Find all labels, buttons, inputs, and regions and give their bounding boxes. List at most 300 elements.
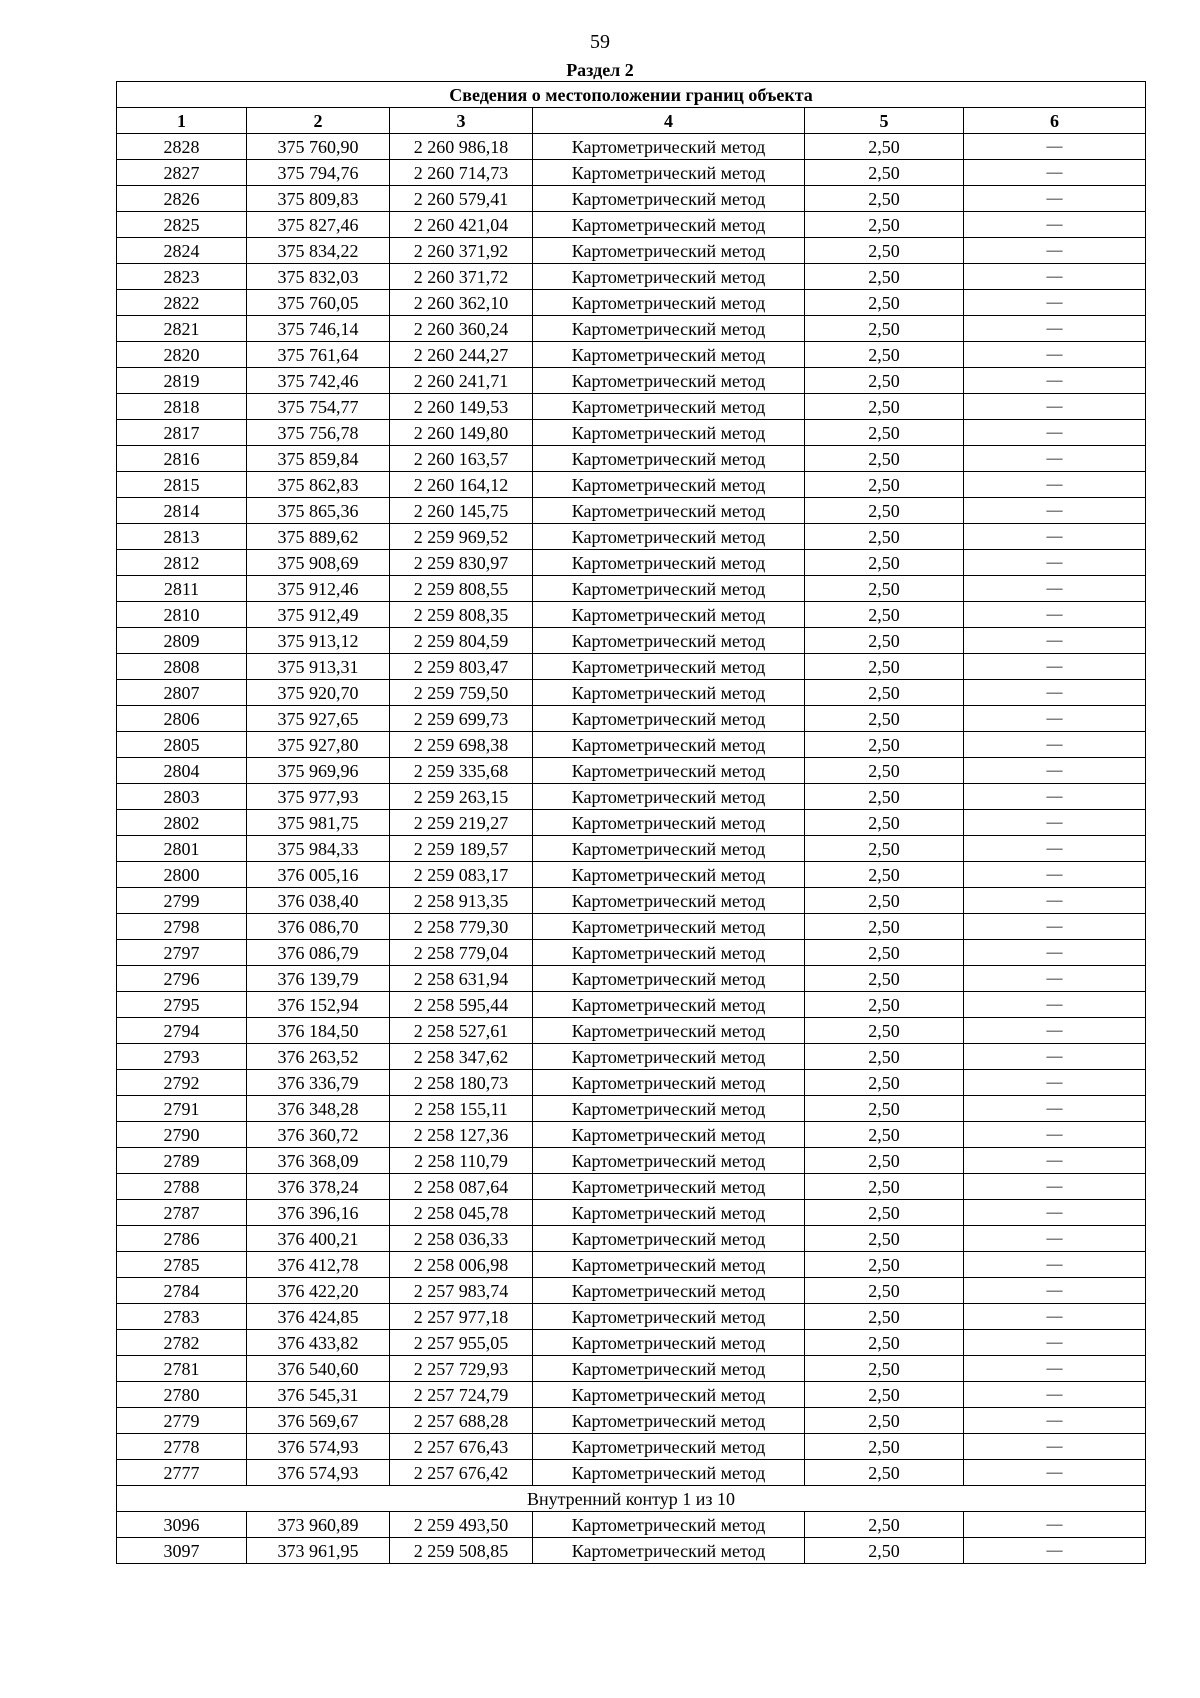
table-cell-col-4: Картометрический метод: [533, 1434, 805, 1460]
table-cell-col-1: 2815: [117, 472, 247, 498]
table-cell-col-2: 373 960,89: [247, 1512, 390, 1538]
table-row: [117, 316, 1146, 342]
table-cell-col-2: 375 756,78: [247, 420, 390, 446]
table-row: [117, 1252, 1146, 1278]
table-cell-col-1: 2821: [117, 316, 247, 342]
table-cell-col-4: Картометрический метод: [533, 914, 805, 940]
table-cell-col-6: —: [964, 316, 1146, 342]
table-cell-col-1: 2794: [117, 1018, 247, 1044]
table-cell-col-5: 2,50: [805, 264, 964, 290]
table-cell-col-5: 2,50: [805, 1044, 964, 1070]
table-cell-col-2: 376 152,94: [247, 992, 390, 1018]
table-row: [117, 940, 1146, 966]
table-cell-col-2: 375 834,22: [247, 238, 390, 264]
table-cell-col-2: 375 913,12: [247, 628, 390, 654]
table-cell-col-3: 2 258 779,04: [390, 940, 533, 966]
table-cell-col-3: 2 258 913,35: [390, 888, 533, 914]
table-row: [117, 212, 1146, 238]
table-cell-col-3: 2 260 714,73: [390, 160, 533, 186]
table-cell-col-6: —: [964, 992, 1146, 1018]
table-row: [117, 1460, 1146, 1486]
table-cell-col-3: 2 257 676,42: [390, 1460, 533, 1486]
table-cell-col-3: 2 260 579,41: [390, 186, 533, 212]
table-cell-col-6: —: [964, 602, 1146, 628]
table-cell-col-1: 2813: [117, 524, 247, 550]
table-cell-col-2: 376 574,93: [247, 1434, 390, 1460]
table-cell-col-4: Картометрический метод: [533, 1278, 805, 1304]
table-cell-col-1: 2827: [117, 160, 247, 186]
table-cell-col-2: 375 913,31: [247, 654, 390, 680]
table-cell-col-5: 2,50: [805, 446, 964, 472]
inner-contour-heading-row: [117, 1486, 1146, 1512]
table-row: [117, 1018, 1146, 1044]
table-cell-col-6: —: [964, 1278, 1146, 1304]
table-cell-col-4: Картометрический метод: [533, 1148, 805, 1174]
table-cell-col-4: Картометрический метод: [533, 1174, 805, 1200]
table-cell-col-6: —: [964, 186, 1146, 212]
table-cell-col-3: 2 257 729,93: [390, 1356, 533, 1382]
table-cell-col-3: 2 260 362,10: [390, 290, 533, 316]
table-cell-col-5: 2,50: [805, 420, 964, 446]
table-cell-col-1: 2800: [117, 862, 247, 888]
table-row: [117, 134, 1146, 160]
table-cell-col-4: Картометрический метод: [533, 1304, 805, 1330]
table-cell-col-1: 2801: [117, 836, 247, 862]
table-row: [117, 1070, 1146, 1096]
table-row: [117, 1122, 1146, 1148]
table-cell-col-6: —: [964, 550, 1146, 576]
table-cell-col-1: 2791: [117, 1096, 247, 1122]
table-cell-col-6: —: [964, 368, 1146, 394]
table-row: [117, 992, 1146, 1018]
table-cell-col-4: Картометрический метод: [533, 238, 805, 264]
table-row: [117, 758, 1146, 784]
table-row: [117, 420, 1146, 446]
table-cell-col-5: 2,50: [805, 134, 964, 160]
table-cell-col-3: 2 260 986,18: [390, 134, 533, 160]
table-cell-col-1: 2807: [117, 680, 247, 706]
table-cell-col-2: 376 005,16: [247, 862, 390, 888]
table-cell-col-1: 2826: [117, 186, 247, 212]
table-cell-col-5: 2,50: [805, 576, 964, 602]
table-cell-col-5: 2,50: [805, 1174, 964, 1200]
table-cell-col-6: —: [964, 810, 1146, 836]
table-cell-col-1: 2816: [117, 446, 247, 472]
table-cell-col-3: 2 257 977,18: [390, 1304, 533, 1330]
table-cell-col-2: 375 760,05: [247, 290, 390, 316]
table-cell-col-2: 375 827,46: [247, 212, 390, 238]
table-cell-col-1: 2798: [117, 914, 247, 940]
table-cell-col-1: 2792: [117, 1070, 247, 1096]
table-cell-col-5: 2,50: [805, 602, 964, 628]
table-cell-col-5: 2,50: [805, 940, 964, 966]
table-cell-col-5: 2,50: [805, 238, 964, 264]
table-cell-col-3: 2 260 145,75: [390, 498, 533, 524]
table-cell-col-5: 2,50: [805, 290, 964, 316]
table-cell-col-3: 2 258 006,98: [390, 1252, 533, 1278]
table-cell-col-5: 2,50: [805, 368, 964, 394]
table-cell-col-1: 2817: [117, 420, 247, 446]
table-cell-col-2: 375 977,93: [247, 784, 390, 810]
table-cell-col-5: 2,50: [805, 472, 964, 498]
table-cell-col-2: 375 969,96: [247, 758, 390, 784]
inner-contour-label: Внутренний контур 1 из 10: [117, 1486, 1146, 1512]
table-cell-col-2: 376 038,40: [247, 888, 390, 914]
table-row: [117, 654, 1146, 680]
table-cell-col-6: —: [964, 836, 1146, 862]
table-cell-col-5: 2,50: [805, 784, 964, 810]
table-cell-col-1: 2828: [117, 134, 247, 160]
table-cell-col-3: 2 260 244,27: [390, 342, 533, 368]
column-header: 5: [805, 108, 964, 134]
table-body-main: [117, 134, 1146, 1486]
table-cell-col-5: 2,50: [805, 810, 964, 836]
table-cell-col-3: 2 260 241,71: [390, 368, 533, 394]
table-cell-col-3: 2 259 969,52: [390, 524, 533, 550]
table-cell-col-1: 3096: [117, 1512, 247, 1538]
table-cell-col-3: 2 260 421,04: [390, 212, 533, 238]
table-cell-col-4: Картометрический метод: [533, 524, 805, 550]
table-cell-col-4: Картометрический метод: [533, 186, 805, 212]
table-row: [117, 1512, 1146, 1538]
table-cell-col-5: 2,50: [805, 1148, 964, 1174]
table-cell-col-2: 375 927,80: [247, 732, 390, 758]
table-row: [117, 160, 1146, 186]
table-cell-col-5: 2,50: [805, 1122, 964, 1148]
table-cell-col-2: 375 984,33: [247, 836, 390, 862]
table-cell-col-2: 376 574,93: [247, 1460, 390, 1486]
table-cell-col-3: 2 259 698,38: [390, 732, 533, 758]
table-cell-col-4: Картометрический метод: [533, 1226, 805, 1252]
table-cell-col-6: —: [964, 394, 1146, 420]
table-row: [117, 1044, 1146, 1070]
table-cell-col-5: 2,50: [805, 914, 964, 940]
table-cell-col-6: —: [964, 966, 1146, 992]
table-cell-col-5: 2,50: [805, 1356, 964, 1382]
table-cell-col-6: —: [964, 1122, 1146, 1148]
table-cell-col-6: —: [964, 1330, 1146, 1356]
table-cell-col-5: 2,50: [805, 758, 964, 784]
table-cell-col-4: Картометрический метод: [533, 836, 805, 862]
table-cell-col-3: 2 259 808,35: [390, 602, 533, 628]
table-caption-row: [117, 82, 1146, 108]
table-cell-col-6: —: [964, 784, 1146, 810]
table-cell-col-4: Картометрический метод: [533, 732, 805, 758]
table-cell-col-4: Картометрический метод: [533, 446, 805, 472]
table-cell-col-3: 2 258 045,78: [390, 1200, 533, 1226]
table-cell-col-3: 2 258 527,61: [390, 1018, 533, 1044]
table-cell-col-5: 2,50: [805, 186, 964, 212]
table-cell-col-4: Картометрический метод: [533, 498, 805, 524]
table-cell-col-5: 2,50: [805, 316, 964, 342]
table-cell-col-1: 2818: [117, 394, 247, 420]
table-cell-col-5: 2,50: [805, 628, 964, 654]
table-cell-col-3: 2 260 164,12: [390, 472, 533, 498]
table-cell-col-6: —: [964, 1044, 1146, 1070]
table-cell-col-4: Картометрический метод: [533, 888, 805, 914]
table-cell-col-6: —: [964, 706, 1146, 732]
table-cell-col-6: —: [964, 576, 1146, 602]
table-cell-col-6: —: [964, 290, 1146, 316]
table-cell-col-4: Картометрический метод: [533, 1538, 805, 1564]
table-cell-col-1: 2825: [117, 212, 247, 238]
table-cell-col-6: —: [964, 238, 1146, 264]
table-cell-col-3: 2 259 699,73: [390, 706, 533, 732]
table-row: [117, 732, 1146, 758]
table-cell-col-3: 2 258 779,30: [390, 914, 533, 940]
table-cell-col-6: —: [964, 1018, 1146, 1044]
table-cell-col-4: Картометрический метод: [533, 1096, 805, 1122]
table-cell-col-1: 2788: [117, 1174, 247, 1200]
table-cell-col-4: Картометрический метод: [533, 160, 805, 186]
table-cell-col-3: 2 257 983,74: [390, 1278, 533, 1304]
section-title: Раздел 2: [566, 60, 634, 80]
page-number: 59: [590, 31, 610, 53]
table-cell-col-2: 376 378,24: [247, 1174, 390, 1200]
table-cell-col-2: 376 424,85: [247, 1304, 390, 1330]
column-header-row: [117, 108, 1146, 134]
table-cell-col-5: 2,50: [805, 394, 964, 420]
table-row: [117, 914, 1146, 940]
table-cell-col-2: 376 336,79: [247, 1070, 390, 1096]
table-row: [117, 1096, 1146, 1122]
table-cell-col-6: —: [964, 1226, 1146, 1252]
table-cell-col-4: Картометрический метод: [533, 368, 805, 394]
table-cell-col-3: 2 259 830,97: [390, 550, 533, 576]
table-cell-col-1: 2797: [117, 940, 247, 966]
table-cell-col-6: —: [964, 1096, 1146, 1122]
table-cell-col-1: 2786: [117, 1226, 247, 1252]
table-cell-col-2: 376 348,28: [247, 1096, 390, 1122]
table-row: [117, 1434, 1146, 1460]
table-cell-col-2: 376 569,67: [247, 1408, 390, 1434]
table-cell-col-3: 2 258 180,73: [390, 1070, 533, 1096]
table-row: [117, 862, 1146, 888]
table-cell-col-4: Картометрический метод: [533, 316, 805, 342]
table-cell-col-2: 375 865,36: [247, 498, 390, 524]
table-row: [117, 1226, 1146, 1252]
table-cell-col-4: Картометрический метод: [533, 420, 805, 446]
table-cell-col-5: 2,50: [805, 654, 964, 680]
table-cell-col-3: 2 258 110,79: [390, 1148, 533, 1174]
table-row: [117, 810, 1146, 836]
table-cell-col-5: 2,50: [805, 862, 964, 888]
table-cell-col-1: 2822: [117, 290, 247, 316]
table-cell-col-4: Картометрический метод: [533, 394, 805, 420]
table-cell-col-2: 376 139,79: [247, 966, 390, 992]
table-cell-col-6: —: [964, 940, 1146, 966]
table-row: [117, 1278, 1146, 1304]
table-cell-col-6: —: [964, 888, 1146, 914]
table-cell-col-4: Картометрический метод: [533, 264, 805, 290]
table-cell-col-5: 2,50: [805, 1538, 964, 1564]
table-cell-col-4: Картометрический метод: [533, 680, 805, 706]
table-cell-col-6: —: [964, 420, 1146, 446]
table-cell-col-4: Картометрический метод: [533, 1460, 805, 1486]
table-row: [117, 888, 1146, 914]
table-row: [117, 784, 1146, 810]
column-header: 4: [533, 108, 805, 134]
table-cell-col-5: 2,50: [805, 966, 964, 992]
table-cell-col-2: 376 360,72: [247, 1122, 390, 1148]
table-cell-col-4: Картометрический метод: [533, 212, 805, 238]
table-cell-col-1: 2812: [117, 550, 247, 576]
table-cell-col-6: —: [964, 498, 1146, 524]
table-cell-col-5: 2,50: [805, 1070, 964, 1096]
table-row: [117, 186, 1146, 212]
table-cell-col-6: —: [964, 1174, 1146, 1200]
table-cell-col-3: 2 259 189,57: [390, 836, 533, 862]
table-cell-col-6: —: [964, 1512, 1146, 1538]
table-cell-col-3: 2 259 083,17: [390, 862, 533, 888]
table-cell-col-6: —: [964, 1538, 1146, 1564]
table-cell-col-1: 2784: [117, 1278, 247, 1304]
table-cell-col-6: —: [964, 654, 1146, 680]
column-header: 1: [117, 108, 247, 134]
table-row: [117, 1200, 1146, 1226]
table-cell-col-2: 376 545,31: [247, 1382, 390, 1408]
table-cell-col-1: 2814: [117, 498, 247, 524]
table-row: [117, 394, 1146, 420]
table-cell-col-6: —: [964, 1148, 1146, 1174]
table-cell-col-4: Картометрический метод: [533, 1356, 805, 1382]
table-cell-col-1: 2795: [117, 992, 247, 1018]
table-body-inner-contour: [117, 1486, 1146, 1512]
column-header: 3: [390, 108, 533, 134]
table-cell-col-4: Картометрический метод: [533, 1044, 805, 1070]
table-cell-col-4: Картометрический метод: [533, 290, 805, 316]
table-cell-col-1: 2781: [117, 1356, 247, 1382]
table-cell-col-6: —: [964, 264, 1146, 290]
table-cell-col-6: —: [964, 1200, 1146, 1226]
table-cell-col-6: —: [964, 862, 1146, 888]
table-cell-col-3: 2 259 335,68: [390, 758, 533, 784]
table-cell-col-6: —: [964, 1434, 1146, 1460]
table-cell-col-6: —: [964, 758, 1146, 784]
table-cell-col-3: 2 260 149,53: [390, 394, 533, 420]
table-cell-col-5: 2,50: [805, 1200, 964, 1226]
table-cell-col-2: 375 862,83: [247, 472, 390, 498]
table-cell-col-1: 3097: [117, 1538, 247, 1564]
table-cell-col-6: —: [964, 732, 1146, 758]
table-row: [117, 966, 1146, 992]
table-cell-col-5: 2,50: [805, 992, 964, 1018]
table-cell-col-5: 2,50: [805, 1408, 964, 1434]
table-cell-col-3: 2 257 724,79: [390, 1382, 533, 1408]
table-cell-col-4: Картометрический метод: [533, 1070, 805, 1096]
table-cell-col-2: 375 832,03: [247, 264, 390, 290]
table-cell-col-3: 2 260 163,57: [390, 446, 533, 472]
table-cell-col-4: Картометрический метод: [533, 1200, 805, 1226]
table-cell-col-3: 2 258 595,44: [390, 992, 533, 1018]
table-cell-col-2: 376 368,09: [247, 1148, 390, 1174]
table-cell-col-1: 2778: [117, 1434, 247, 1460]
table-cell-col-1: 2824: [117, 238, 247, 264]
table-cell-col-3: 2 259 263,15: [390, 784, 533, 810]
table-cell-col-4: Картометрический метод: [533, 1122, 805, 1148]
table-cell-col-4: Картометрический метод: [533, 1382, 805, 1408]
table-cell-col-5: 2,50: [805, 1226, 964, 1252]
table-cell-col-6: —: [964, 134, 1146, 160]
table-row: [117, 498, 1146, 524]
table-cell-col-4: Картометрический метод: [533, 550, 805, 576]
table-cell-col-2: 375 912,49: [247, 602, 390, 628]
table-cell-col-6: —: [964, 524, 1146, 550]
table-cell-col-4: Картометрический метод: [533, 706, 805, 732]
table-cell-col-4: Картометрический метод: [533, 1018, 805, 1044]
table-row: [117, 1330, 1146, 1356]
table-cell-col-3: 2 258 631,94: [390, 966, 533, 992]
table-cell-col-2: 375 794,76: [247, 160, 390, 186]
table-row: [117, 524, 1146, 550]
table-cell-col-5: 2,50: [805, 1278, 964, 1304]
table-cell-col-3: 2 258 347,62: [390, 1044, 533, 1070]
table-cell-col-5: 2,50: [805, 732, 964, 758]
table-cell-col-6: —: [964, 1070, 1146, 1096]
table-row: [117, 290, 1146, 316]
table-row: [117, 706, 1146, 732]
table-cell-col-2: 376 184,50: [247, 1018, 390, 1044]
table-cell-col-3: 2 258 036,33: [390, 1226, 533, 1252]
table-cell-col-6: —: [964, 1408, 1146, 1434]
table-cell-col-1: 2806: [117, 706, 247, 732]
table-row: [117, 1356, 1146, 1382]
table-cell-col-1: 2823: [117, 264, 247, 290]
table-cell-col-5: 2,50: [805, 1330, 964, 1356]
table-cell-col-1: 2805: [117, 732, 247, 758]
table-cell-col-6: —: [964, 914, 1146, 940]
table-cell-col-2: 376 396,16: [247, 1200, 390, 1226]
table-cell-col-3: 2 258 087,64: [390, 1174, 533, 1200]
table-cell-col-4: Картометрический метод: [533, 784, 805, 810]
table-cell-col-4: Картометрический метод: [533, 576, 805, 602]
table-cell-col-4: Картометрический метод: [533, 134, 805, 160]
table-cell-col-3: 2 259 508,85: [390, 1538, 533, 1564]
table-cell-col-1: 2777: [117, 1460, 247, 1486]
table-cell-col-1: 2783: [117, 1304, 247, 1330]
table-cell-col-5: 2,50: [805, 1096, 964, 1122]
table-cell-col-2: 376 086,79: [247, 940, 390, 966]
table-cell-col-5: 2,50: [805, 888, 964, 914]
table-cell-col-2: 376 540,60: [247, 1356, 390, 1382]
table-cell-col-2: 375 754,77: [247, 394, 390, 420]
table-cell-col-2: 375 981,75: [247, 810, 390, 836]
table-cell-col-5: 2,50: [805, 1252, 964, 1278]
table-cell-col-4: Картометрический метод: [533, 1408, 805, 1434]
table-cell-col-2: 375 809,83: [247, 186, 390, 212]
table-cell-col-1: 2789: [117, 1148, 247, 1174]
table-cell-col-5: 2,50: [805, 1304, 964, 1330]
column-header: 6: [964, 108, 1146, 134]
table-cell-col-2: 375 908,69: [247, 550, 390, 576]
table-cell-col-1: 2809: [117, 628, 247, 654]
table-cell-col-4: Картометрический метод: [533, 628, 805, 654]
table-cell-col-6: —: [964, 680, 1146, 706]
table-cell-col-1: 2793: [117, 1044, 247, 1070]
table-cell-col-1: 2796: [117, 966, 247, 992]
table-cell-col-1: 2820: [117, 342, 247, 368]
table-cell-col-5: 2,50: [805, 1512, 964, 1538]
table-cell-col-2: 375 746,14: [247, 316, 390, 342]
table-cell-col-5: 2,50: [805, 550, 964, 576]
table-cell-col-2: 375 912,46: [247, 576, 390, 602]
table-cell-col-3: 2 259 808,55: [390, 576, 533, 602]
table-cell-col-2: 376 400,21: [247, 1226, 390, 1252]
table-cell-col-1: 2803: [117, 784, 247, 810]
table-cell-col-2: 375 920,70: [247, 680, 390, 706]
boundary-coordinates-table: [116, 81, 1146, 1564]
table-cell-col-3: 2 257 676,43: [390, 1434, 533, 1460]
